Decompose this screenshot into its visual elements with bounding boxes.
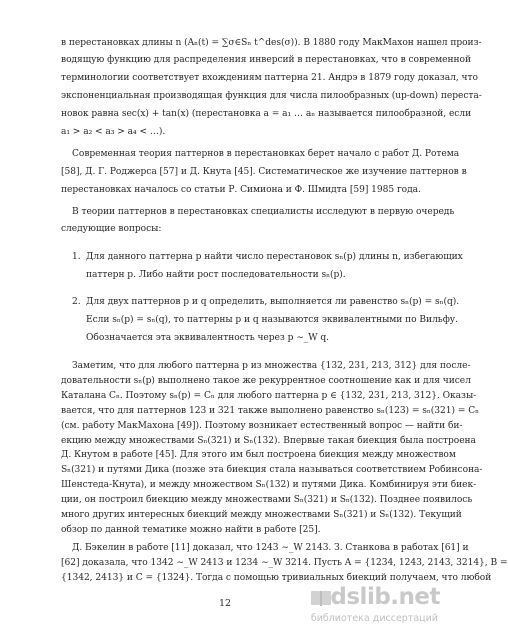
text-line: следующие вопросы:	[61, 224, 162, 234]
text-line: Шенстеда-Кнута), и между множеством Sₙ(132) и путями Дика. Комбинируя эти биек-	[61, 480, 477, 491]
text-line: Современная теория паттернов в перестановках берет начало с работ Д. Ротема	[72, 149, 460, 159]
text-line: в перестановках длины n (Aₙ(t) = ∑σ∈Sₙ t^des(σ)). В 1880 году МакМахон нашел произ-	[61, 38, 482, 48]
list-item-line: Для данного паттерна p найти число перестановок sₙ(p) длины n, избегающих	[86, 252, 463, 262]
text-line: Sₙ(321) и путями Дика (позже эта биекция стала называться соответствием Робинсона-	[61, 465, 483, 476]
text-line: много других интересных биекций между множествами Sₙ(321) и Sₙ(132). Текущий	[61, 510, 462, 520]
list-item-line: паттерн p. Либо найти рост последовательности sₙ(p).	[86, 270, 346, 280]
text-line: новок равна sec(x) + tan(x) (перестановка a = a₁ … aₙ называется пилообразной, если	[61, 109, 472, 119]
text-line: терминологии соответствует вхождениям паттерна 21. Андрэ в 1879 году доказал, что	[61, 73, 478, 83]
watermark-subtitle: библиотека диссертаций	[310, 613, 438, 624]
text-line: обзор по данной тематике можно найти в работе [25].	[61, 524, 321, 535]
watermark-logo-text: dslib.net	[330, 584, 440, 610]
text-line: вается, что для паттернов 123 и 321 также выполнено равенство sₙ(123) = sₙ(321) = Cₙ	[61, 405, 480, 416]
text-line: В теории паттернов в перестановках специалисты исследуют в первую очередь	[72, 207, 455, 217]
text-line: a₁ > a₂ < a₃ > a₄ < …).	[61, 127, 166, 137]
list-number: 2.	[72, 297, 81, 307]
watermark	[300, 584, 440, 630]
text-line: Каталана Cₙ. Поэтому sₙ(p) = Cₙ для любого паттерна p ∈ {132, 231, 213, 312}. Оказы-	[61, 390, 477, 401]
list-number: 1.	[72, 252, 81, 262]
text-line: [58], Д. Г. Роджерса [57] и Д. Кнута [45]. Систематическое же изучение паттернов в	[61, 167, 467, 177]
list-item-line: Если sₙ(p) = sₙ(q), то паттерны p и q называются эквивалентными по Вильфу.	[86, 315, 458, 325]
text-line: довательности sₙ(p) выполнено такое же рекуррентное соотношение как и для чисел	[61, 375, 471, 386]
text-line: екцию между множествами Sₙ(321) и Sₙ(132). Впервые такая биекция была построена	[61, 435, 476, 446]
list-item-line: Обозначается эта эквивалентность через p ∼_W q.	[86, 333, 330, 343]
text-line: ции, он построил биекцию между множествами Sₙ(321) и Sₙ(132). Позднее появилось	[61, 495, 473, 506]
text-line: Д. Кнутом в работе [45]. Для этого им был построена биекция между множеством	[61, 450, 456, 461]
text-line: (см. работу МакМахона [49]). Поэтому возникает естественный вопрос — найти би-	[61, 420, 463, 431]
text-line: Заметим, что для любого паттерна p из множества {132, 231, 213, 312} для после-	[72, 361, 471, 371]
text-line: Д. Бэкелин в работе [11] доказал, что 1243 ∼_W 2143. З. Станкова в работах [61] и	[72, 542, 469, 553]
text-line: экспоненциальная производящая функция для числа пилообразных (up-down) переста-	[61, 91, 482, 101]
text-line: {1342, 2413} и C = {1324}. Тогда с помощью тривиальных биекций получаем, что любой	[61, 572, 492, 583]
text-line: [62] доказала, что 1342 ∼_W 2413 и 1234 ∼_W 3214. Пусть A = {1234, 1243, 2143, 3214}, B =	[61, 557, 508, 568]
text-line: водящую функцию для распределения инверсий в перестановках, что в современной	[61, 55, 471, 65]
watermark-logo-icon	[310, 588, 332, 608]
list-item-line: Для двух паттернов p и q определить, выполняется ли равенство sₙ(p) = sₙ(q).	[86, 297, 460, 307]
text-line: перестановках началось со статьи Р. Симиона и Ф. Шмидта [59] 1985 года.	[61, 185, 421, 195]
page-number: 12	[218, 598, 232, 609]
